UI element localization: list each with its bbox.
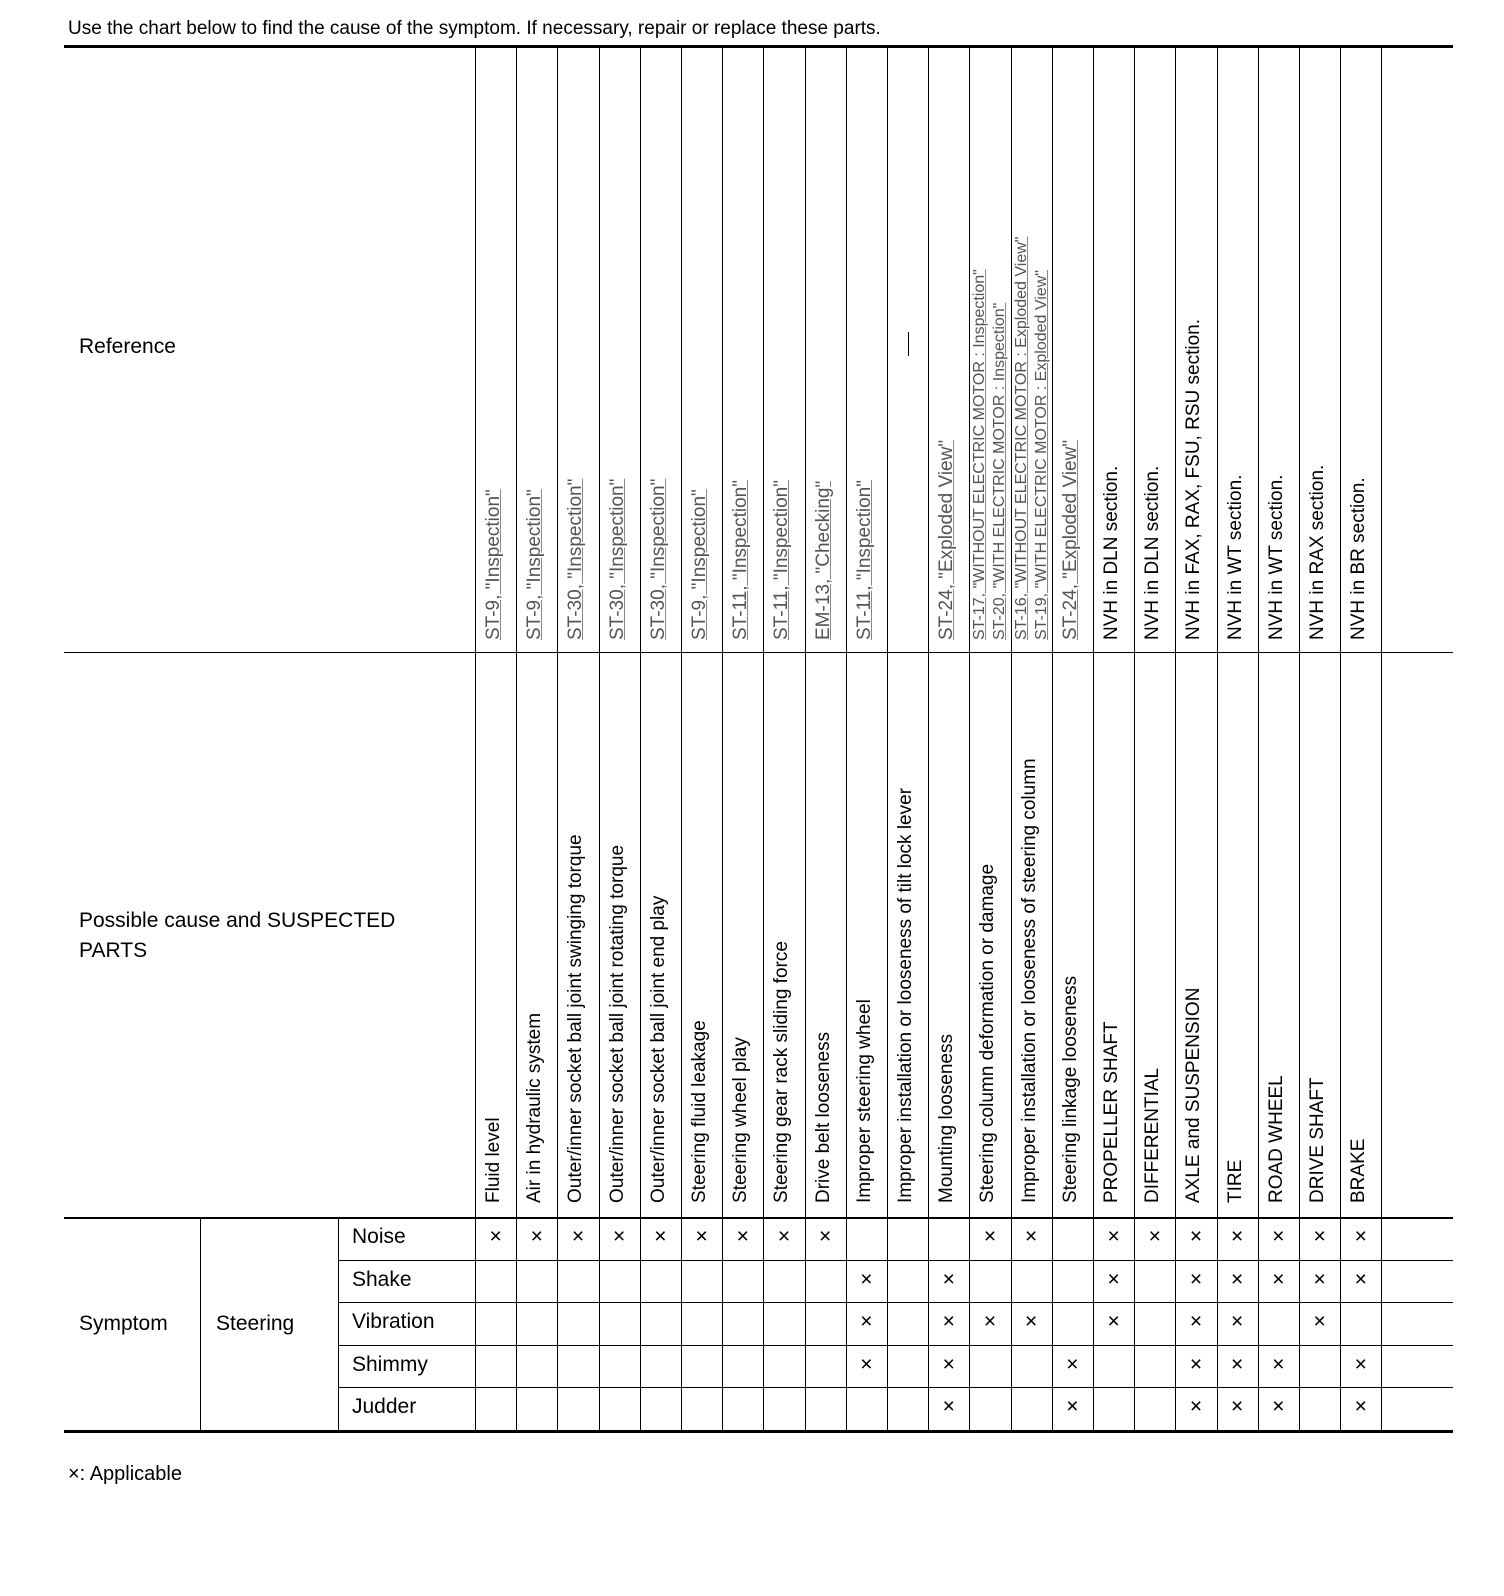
applicable-mark: × xyxy=(1313,1310,1326,1334)
applicable-mark: × xyxy=(489,1225,502,1248)
applicable-mark: × xyxy=(1189,1310,1203,1334)
symptom-row-label: Noise xyxy=(352,1225,406,1248)
reference-text: NVH in DLN section. xyxy=(1142,465,1164,640)
cause-separator xyxy=(64,1217,1453,1219)
cause-header: Outer/inner socket ball joint swinging torque xyxy=(565,834,587,1203)
steering-divider xyxy=(338,1217,339,1430)
column-divider xyxy=(516,45,517,1430)
applicable-mark: × xyxy=(1189,1352,1203,1376)
reference-label: Reference xyxy=(79,335,176,358)
cause-header: DRIVE SHAFT xyxy=(1307,1077,1328,1203)
reference-link[interactable]: ST-11, "Inspection" xyxy=(771,480,793,640)
applicable-mark: × xyxy=(654,1225,667,1248)
reference-link[interactable]: ST-24, "Exploded View" xyxy=(1059,439,1081,640)
intro-text: Use the chart below to find the cause of the symptom. If necessary, repair or replace these parts. xyxy=(68,18,881,39)
applicable-mark: × xyxy=(1231,1225,1244,1248)
top-rule xyxy=(64,45,1453,48)
applicable-mark: × xyxy=(1354,1352,1367,1376)
applicable-mark: × xyxy=(983,1225,997,1248)
applicable-mark: × xyxy=(1189,1267,1203,1291)
legend-note: ×: Applicable xyxy=(68,1463,182,1485)
applicable-mark: × xyxy=(983,1310,997,1334)
column-divider xyxy=(1175,45,1176,1430)
cause-header: Steering linkage looseness xyxy=(1059,975,1081,1203)
applicable-mark: × xyxy=(1189,1395,1203,1419)
cause-header: Steering column deformation or damage xyxy=(977,863,999,1203)
column-divider xyxy=(1258,45,1259,1430)
applicable-mark: × xyxy=(942,1395,955,1419)
symptom-label: Symptom xyxy=(79,1312,168,1336)
symptom-row-label: Vibration xyxy=(352,1310,435,1334)
applicable-mark: × xyxy=(1313,1225,1326,1248)
column-divider xyxy=(969,45,970,1430)
row-separator xyxy=(338,1345,1453,1346)
column-divider xyxy=(805,45,806,1430)
applicable-mark: × xyxy=(695,1225,708,1248)
cause-header: BRAKE xyxy=(1348,1138,1370,1203)
reference-dash xyxy=(908,332,910,356)
applicable-mark: × xyxy=(571,1225,585,1248)
cause-header: Steering wheel play xyxy=(730,1037,752,1203)
applicable-mark: × xyxy=(860,1352,873,1376)
reference-link[interactable]: ST-9, "Inspection" xyxy=(689,489,710,640)
reference-link[interactable]: ST-24, "Exploded View" xyxy=(936,439,958,640)
bottom-rule xyxy=(64,1430,1453,1433)
applicable-mark: × xyxy=(1107,1267,1120,1291)
cause-header: Outer/inner socket ball joint rotating torque xyxy=(606,844,628,1203)
possible-cause-label: Possible cause and SUSPECTED PARTS xyxy=(79,909,396,962)
symptom-row-label: Shimmy xyxy=(352,1352,428,1376)
cause-header: Steering fluid leakage xyxy=(689,1020,710,1203)
reference-text: NVH in WT section. xyxy=(1224,474,1246,640)
reference-link[interactable]: ST-11, "Inspection" xyxy=(853,480,875,640)
reference-separator xyxy=(64,652,1453,653)
cause-header: ROAD WHEEL xyxy=(1265,1075,1287,1203)
column-divider xyxy=(557,45,558,1430)
row-separator xyxy=(338,1302,1453,1303)
applicable-mark: × xyxy=(1272,1267,1285,1291)
reference-link[interactable]: ST-30, "Inspection" xyxy=(565,478,587,640)
applicable-mark: × xyxy=(1066,1395,1079,1419)
cause-header: Drive belt looseness xyxy=(812,1031,834,1203)
applicable-mark: × xyxy=(942,1352,955,1376)
reference-link[interactable]: ST-30, "Inspection" xyxy=(606,478,628,640)
column-divider xyxy=(599,45,600,1430)
column-divider xyxy=(1217,45,1218,1430)
reference-text: NVH in BR section. xyxy=(1348,477,1370,640)
applicable-mark: × xyxy=(1189,1225,1203,1248)
cause-header: DIFFERENTIAL xyxy=(1142,1067,1164,1203)
applicable-mark: × xyxy=(1354,1225,1367,1248)
cause-header: Improper installation or looseness of steering column xyxy=(1018,758,1040,1203)
cause-header: Improper installation or looseness of tilt lock lever xyxy=(895,787,916,1203)
symptom-row-label: Judder xyxy=(352,1395,417,1419)
applicable-mark: × xyxy=(860,1310,873,1334)
column-divider xyxy=(1052,45,1053,1430)
reference-link[interactable]: ST-19, "WITH ELECTRIC MOTOR : Exploded View" xyxy=(1032,270,1050,640)
column-divider xyxy=(887,45,888,1430)
column-divider xyxy=(1299,45,1300,1430)
applicable-mark: × xyxy=(1107,1310,1120,1334)
column-divider xyxy=(681,45,682,1430)
symptom-row-label: Shake xyxy=(352,1267,412,1291)
reference-link[interactable]: EM-13, "Checking" xyxy=(812,480,834,640)
cause-header: AXLE and SUSPENSION xyxy=(1183,987,1205,1203)
symptom-divider xyxy=(200,1217,201,1430)
column-divider xyxy=(1381,45,1382,1430)
applicable-mark: × xyxy=(1066,1352,1079,1376)
cause-header: Improper steering wheel xyxy=(853,999,875,1203)
applicable-mark: × xyxy=(1231,1267,1244,1291)
cause-header: PROPELLER SHAFT xyxy=(1101,1021,1122,1203)
column-divider xyxy=(640,45,641,1430)
column-divider xyxy=(763,45,764,1430)
reference-link[interactable]: ST-20, "WITH ELECTRIC MOTOR : Inspection" xyxy=(991,302,1009,640)
reference-text: NVH in RAX section. xyxy=(1307,464,1328,640)
reference-link[interactable]: ST-17, "WITHOUT ELECTRIC MOTOR : Inspection" xyxy=(971,269,989,640)
column-divider xyxy=(928,45,929,1430)
applicable-mark: × xyxy=(1231,1395,1244,1419)
column-divider xyxy=(475,45,476,1430)
applicable-mark: × xyxy=(1272,1225,1285,1248)
cause-header: TIRE xyxy=(1224,1159,1246,1203)
applicable-mark: × xyxy=(1025,1310,1038,1334)
applicable-mark: × xyxy=(1354,1267,1367,1291)
column-divider xyxy=(1134,45,1135,1430)
reference-text: NVH in FAX, RAX, FSU, RSU section. xyxy=(1183,319,1205,640)
column-divider xyxy=(1011,45,1012,1430)
applicable-mark: × xyxy=(1107,1225,1120,1248)
applicable-mark: × xyxy=(1272,1352,1285,1376)
applicable-mark: × xyxy=(530,1225,543,1248)
applicable-mark: × xyxy=(1313,1267,1326,1291)
applicable-mark: × xyxy=(819,1225,832,1248)
applicable-mark: × xyxy=(1272,1395,1285,1419)
reference-link[interactable]: ST-11, "Inspection" xyxy=(730,480,752,640)
reference-link[interactable]: ST-9, "Inspection" xyxy=(524,489,546,640)
applicable-mark: × xyxy=(613,1225,626,1248)
applicable-mark: × xyxy=(1231,1310,1244,1334)
applicable-mark: × xyxy=(1354,1395,1367,1419)
steering-label: Steering xyxy=(216,1312,295,1336)
reference-link[interactable]: ST-16, "WITHOUT ELECTRIC MOTOR : Exploded View" xyxy=(1012,236,1030,640)
applicable-mark: × xyxy=(1148,1225,1161,1248)
applicable-mark: × xyxy=(860,1267,873,1291)
cause-header: Outer/inner socket ball joint end play xyxy=(647,895,669,1203)
row-separator xyxy=(338,1260,1453,1261)
reference-link[interactable]: ST-30, "Inspection" xyxy=(647,478,669,640)
applicable-mark: × xyxy=(942,1310,955,1334)
cause-header: Fluid level xyxy=(483,1117,504,1203)
applicable-mark: × xyxy=(942,1267,955,1291)
applicable-mark: × xyxy=(736,1225,749,1248)
column-divider xyxy=(722,45,723,1430)
applicable-mark: × xyxy=(1231,1352,1244,1376)
row-separator xyxy=(338,1387,1453,1388)
cause-header: Mounting looseness xyxy=(936,1034,958,1203)
reference-text: NVH in WT section. xyxy=(1265,474,1287,640)
applicable-mark: × xyxy=(1025,1225,1038,1248)
cause-header: Air in hydraulic system xyxy=(524,1012,546,1203)
column-divider xyxy=(1093,45,1094,1430)
cause-header: Steering gear rack sliding force xyxy=(771,941,793,1203)
reference-link[interactable]: ST-9, "Inspection" xyxy=(483,489,504,640)
column-divider xyxy=(1340,45,1341,1430)
reference-text: NVH in DLN section. xyxy=(1101,465,1122,640)
column-divider xyxy=(846,45,847,1430)
applicable-mark: × xyxy=(777,1225,791,1248)
